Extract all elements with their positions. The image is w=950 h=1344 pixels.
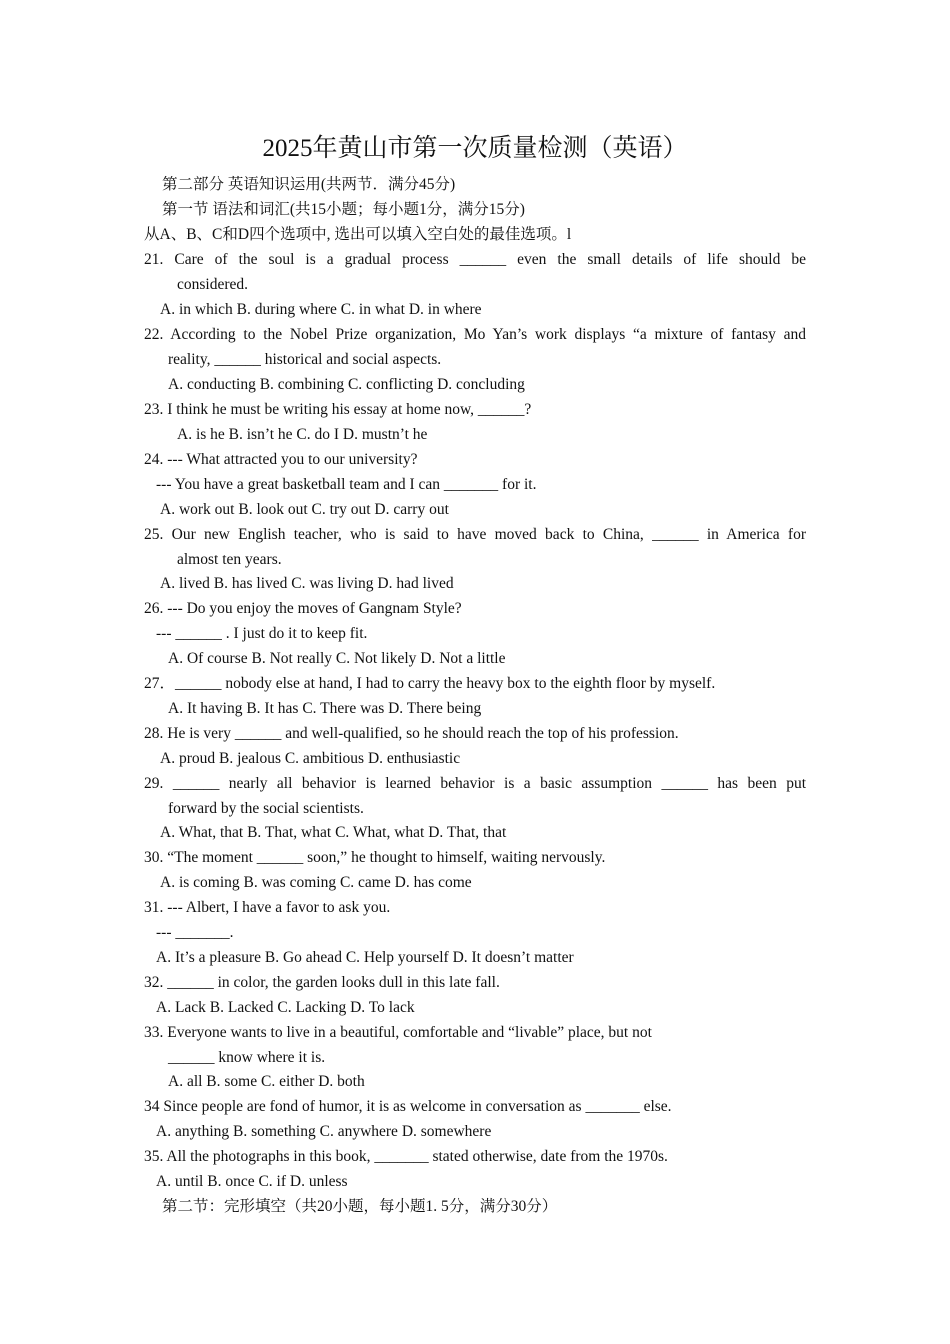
question-line: A. until B. once C. if D. unless — [156, 1173, 348, 1190]
section-heading-cloze: 第二节：完形填空（共20小题，每小题1. 5分，满分30分） — [162, 1198, 558, 1215]
question-line: reality, ______ historical and social aspects. — [168, 351, 442, 368]
question-line: considered. — [177, 276, 249, 293]
question-line: 22. According to the Nobel Prize organization, Mo Yan’s work displays “a mixture of fantasy and — [144, 326, 806, 343]
question-line: 21. Care of the soul is a gradual process ______ even the small details of life should be — [144, 251, 806, 268]
question-line: ______ know where it is. — [168, 1049, 326, 1066]
subsection-heading: 第一节 语法和词汇(共15小题；每小题1分，满分15分) — [162, 201, 525, 218]
question-line: 34 Since people are fond of humor, it is as welcome in conversation as _______ else. — [144, 1098, 672, 1115]
question-line: 28. He is very ______ and well-qualified, so he should reach the top of his profession. — [144, 725, 679, 742]
question-line: 33. Everyone wants to live in a beautiful, comfortable and “livable” place, but not — [144, 1024, 652, 1041]
question-line: A. Lack B. Lacked C. Lacking D. To lack — [156, 999, 415, 1016]
question-line: forward by the social scientists. — [168, 800, 364, 817]
question-line: A. all B. some C. either D. both — [168, 1073, 365, 1090]
question-line: 31. --- Albert, I have a favor to ask you. — [144, 899, 391, 916]
question-line: almost ten years. — [177, 551, 282, 568]
question-line: A. proud B. jealous C. ambitious D. enthusiastic — [160, 750, 461, 767]
question-line: 24. --- What attracted you to our university? — [144, 451, 418, 468]
page-title: 2025年黄山市第一次质量检测（英语） — [262, 135, 688, 162]
question-line: A. is coming B. was coming C. came D. has come — [160, 874, 472, 891]
question-line: A. work out B. look out C. try out D. carry out — [160, 501, 449, 518]
question-line: --- _______. — [156, 924, 234, 941]
instructions: 从A、B、C和D四个选项中, 选出可以填入空白处的最佳选项。l — [144, 226, 572, 243]
question-line: A. is he B. isn’t he C. do I D. mustn’t he — [177, 426, 428, 443]
question-line: A. conducting B. combining C. conflicting D. concluding — [168, 376, 525, 393]
question-line: A. It’s a pleasure B. Go ahead C. Help yourself D. It doesn’t matter — [156, 949, 574, 966]
question-line: A. in which B. during where C. in what D. in where — [160, 301, 482, 318]
question-line: 30. “The moment ______ soon,” he thought to himself, waiting nervously. — [144, 849, 606, 866]
question-line: --- ______ . I just do it to keep fit. — [156, 625, 368, 642]
question-line: 32. ______ in color, the garden looks dull in this late fall. — [144, 974, 500, 991]
question-line: A. lived B. has lived C. was living D. had lived — [160, 575, 454, 592]
question-line: 26. --- Do you enjoy the moves of Gangnam Style? — [144, 600, 462, 617]
question-line: A. Of course B. Not really C. Not likely D. Not a little — [168, 650, 506, 667]
question-line: A. It having B. It has C. There was D. There being — [168, 700, 482, 717]
question-line: --- You have a great basketball team and I can _______ for it. — [156, 476, 537, 493]
question-line: A. What, that B. That, what C. What, what D. That, that — [160, 824, 507, 841]
question-line: A. anything B. something C. anywhere D. somewhere — [156, 1123, 492, 1140]
question-line: 35. All the photographs in this book, _______ stated otherwise, date from the 1970s. — [144, 1148, 668, 1165]
question-line: 25. Our new English teacher, who is said to have moved back to China, ______ in America for — [144, 526, 806, 543]
question-line: 29. ______ nearly all behavior is learned behavior is a basic assumption ______ has been put — [144, 775, 806, 792]
section-heading: 第二部分 英语知识运用(共两节．满分45分) — [162, 176, 456, 193]
question-line: 27．______ nobody else at hand, I had to carry the heavy box to the eighth floor by myself. — [144, 675, 716, 692]
question-line: 23. I think he must be writing his essay at home now, ______? — [144, 401, 532, 418]
